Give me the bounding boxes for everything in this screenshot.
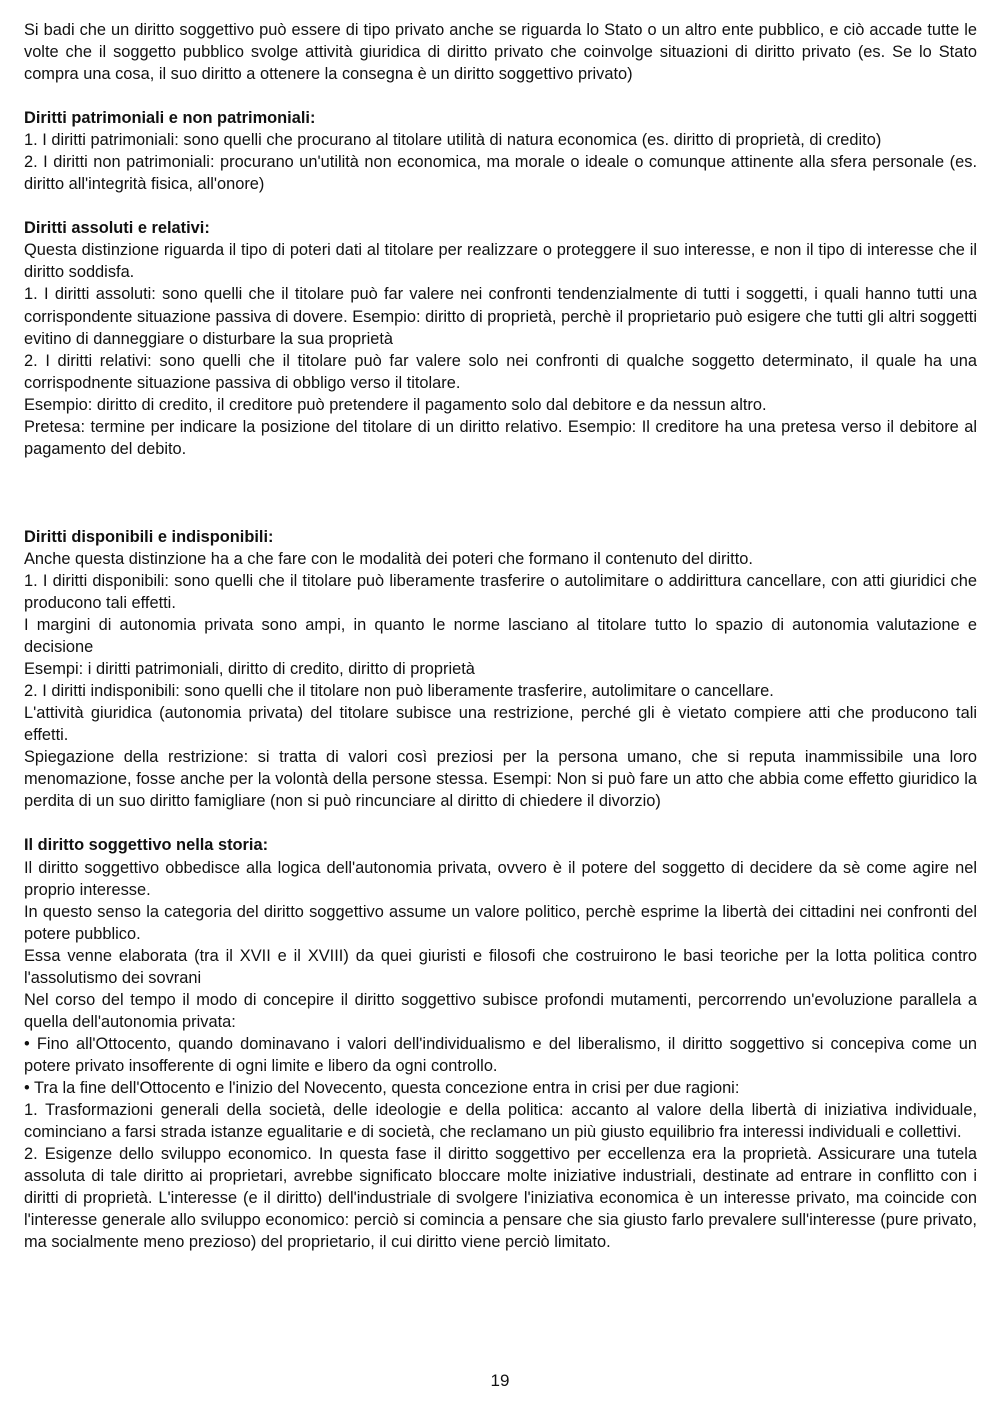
paragraph: 2. I diritti indisponibili: sono quelli che il titolare non può liberamente trasferire, autolimitare o cancellare. bbox=[24, 682, 774, 701]
blank-space bbox=[24, 460, 977, 526]
paragraph: Esempi: i diritti patrimoniali, diritto di credito, diritto di proprietà bbox=[24, 660, 475, 679]
paragraph: 1. I diritti assoluti: sono quelli che il titolare può far valere nei confronti tendenzialmente di tutti i soggetti, i quali hanno tutti una corrispondente situazione passiva di dovere. Esempio: diritto di proprietà, perchè il proprietario può esigere che tutti gli altri soggetti evitino di danneggiare o disturbare la sua proprietà bbox=[24, 285, 977, 348]
paragraph: 1. Trasformazioni generali della società, delle ideologie e della politica: accanto al valore della libertà di iniziativa individuale, cominciano a farsi strada istanze egualitarie e di società, che reclamano un più giusto equilibrio fra interessi individuali e collettivi. bbox=[24, 1101, 977, 1142]
intro-paragraph: Si badi che un diritto soggettivo può essere di tipo privato anche se riguarda lo Stato o un altro ente pubblico, e ciò accade tutte le volte che il soggetto pubblico svolge attività giuridica di diritto privato che coinvolge situazioni di diritto privato (es. Se lo Stato compra una cosa, il suo diritto a ottenere la consegna è un diritto soggettivo privato) bbox=[24, 21, 977, 84]
paragraph: Questa distinzione riguarda il tipo di poteri dati al titolare per realizzare o proteggere il suo interesse, e non il tipo di interesse che il diritto soddisfa. bbox=[24, 241, 977, 282]
paragraph: In questo senso la categoria del diritto soggettivo assume un valore politico, perchè esprime la libertà dei cittadini nei confronti del potere pubblico. bbox=[24, 902, 977, 943]
section-heading: Diritti assoluti e relativi: bbox=[24, 219, 210, 238]
page-number: 19 bbox=[490, 1371, 510, 1390]
paragraph: 2. I diritti relativi: sono quelli che il titolare può far valere solo nei confronti di qualche soggetto determinato, il quale ha una corrispodnente situazione passiva di obbligo verso il titolare. bbox=[24, 351, 977, 392]
paragraph: 1. I diritti patrimoniali: sono quelli che procurano al titolare utilità di natura economica (es. diritto di proprietà, di credito) bbox=[24, 131, 882, 150]
paragraph: 2. Esigenze dello sviluppo economico. In questa fase il diritto soggettivo per eccellenza era la proprietà. Assicurare una tutela assoluta di tale diritto ai proprietari, avrebbe significato bloccare molte iniziative industriali, destinate ad entrare in conflitto con i diritti di proprietà. L'interesse (e il diritto) dell'industriale di svolgere l'iniziativa economica è un interesse privato, ma coincide con l'interesse generale allo sviluppo economico: perciò si comincia a pensare che sia giusto farlo prevalere sull'interesse (pure privato, ma socialmente meno prezioso) del proprietario, il cui diritto viene perciò limitato. bbox=[24, 1145, 977, 1252]
paragraph: 1. I diritti disponibili: sono quelli che il titolare può liberamente trasferire o autolimitare o addirittura cancellare, con atti giuridici che producono tali effetti. bbox=[24, 571, 977, 612]
section-disponibili bbox=[24, 526, 977, 813]
section-heading: Diritti disponibili e indisponibili: bbox=[24, 527, 274, 546]
section-heading: Diritti patrimoniali e non patrimoniali: bbox=[24, 109, 316, 128]
intro-section bbox=[24, 19, 977, 85]
paragraph: Esempio: diritto di credito, il creditore può pretendere il pagamento solo dal debitore e da nessun altro. bbox=[24, 395, 767, 414]
document-page bbox=[24, 19, 977, 1253]
paragraph: L'attività giuridica (autonomia privata) del titolare subisce una restrizione, perché gli è vietato compiere atti che producono tali effetti. bbox=[24, 704, 977, 745]
paragraph: Spiegazione della restrizione: si tratta di valori così preziosi per la persona umano, che si reputa inammissibile una loro menomazione, fosse anche per la volontà della persone stessa. Esempi: Non si può fare un atto che abbia come effetto giuridico la perdita di un suo diritto famigliare (non si può rincunciare al diritto di chiedere il divorzio) bbox=[24, 748, 977, 811]
section-patrimoniali bbox=[24, 107, 977, 195]
paragraph: • Fino all'Ottocento, quando dominavano i valori dell'individualismo e del liberalismo, il diritto soggettivo si concepiva come un potere privato insofferente di ogni limite e libero da ogni controllo. bbox=[24, 1034, 977, 1075]
paragraph: Il diritto soggettivo obbedisce alla logica dell'autonomia privata, ovvero è il potere del soggetto di decidere da sè come agire nel proprio interesse. bbox=[24, 858, 977, 899]
paragraph: 2. I diritti non patrimoniali: procurano un'utilità non economica, ma morale o ideale o comunque attinente alla sfera personale (es. diritto all'integrità fisica, all'onore) bbox=[24, 153, 977, 194]
paragraph: Pretesa: termine per indicare la posizione del titolare di un diritto relativo. Esempio: Il creditore ha una pretesa verso il debitore al pagamento del debito. bbox=[24, 417, 977, 458]
paragraph: Nel corso del tempo il modo di concepire il diritto soggettivo subisce profondi mutamenti, percorrendo un'evoluzione parallela a quella dell'autonomia privata: bbox=[24, 990, 977, 1031]
paragraph: • Tra la fine dell'Ottocento e l'inizio del Novecento, questa concezione entra in crisi per due ragioni: bbox=[24, 1078, 740, 1097]
paragraph: Anche questa distinzione ha a che fare con le modalità dei poteri che formano il contenuto del diritto. bbox=[24, 549, 753, 568]
section-heading: Il diritto soggettivo nella storia: bbox=[24, 836, 269, 855]
section-storia bbox=[24, 834, 977, 1253]
paragraph: Essa venne elaborata (tra il XVII e il XVIII) da quei giuristi e filosofi che costruirono le basi teoriche per la lotta politica contro l'assolutismo dei sovrani bbox=[24, 946, 977, 987]
section-assoluti-relativi bbox=[24, 217, 977, 460]
paragraph: I margini di autonomia privata sono ampi, in quanto le norme lasciano al titolare tutto lo spazio di autonomia valutazione e decisione bbox=[24, 616, 977, 657]
